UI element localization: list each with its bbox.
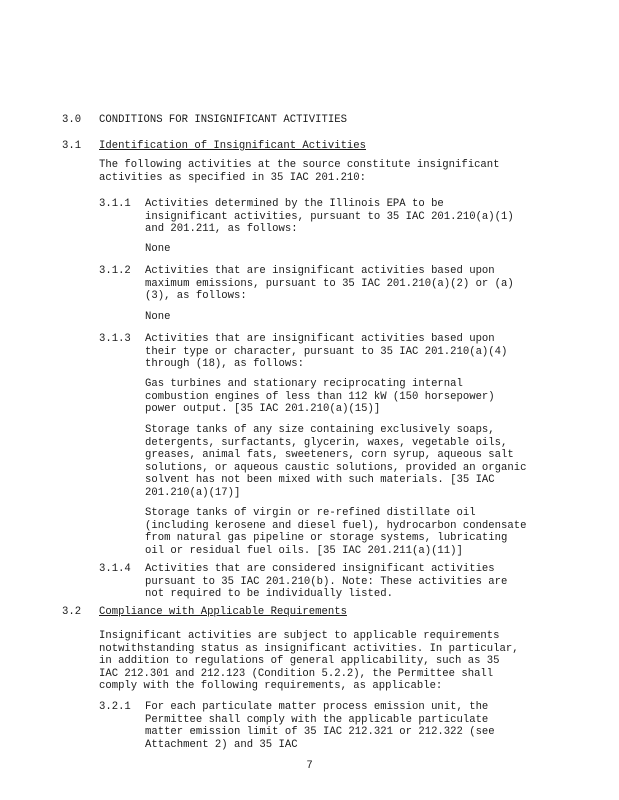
item-text: Activities that are insignificant activities based upon maximum emissions, pursuant to 35 IAC 201.210(a)(2) or (a)(3), as follows: [145,265,514,303]
subsection-title: Compliance with Applicable Requirements [99,606,347,618]
item-none: None [145,243,171,255]
subsection-number: 3.1 [62,140,82,152]
item-number: 3.1.2 [99,265,131,277]
sub-paragraph: Storage tanks of any size containing exclusively soaps, detergents, surfactants, glycerin, waxes, vegetable oils, greases, animal fats, sweeteners, corn syrup, aqueous salt solutions, or aqueous caustic solutions, provided an organic solvent has not been mixed with such materials. [35 IAC 201.210(a)(17)] [145,424,527,499]
item-number: 3.2.1 [99,701,131,713]
subsection-intro: Insignificant activities are subject to applicable requirements notwithstanding status as insignificant activities. In particular, in addition to regulations of general applicability, such as 35 IAC 212.301 and 212.123 (Condition 5.2.2), the Permittee shall comply with the following requirements, as applicable: [99,630,519,693]
item-text: Activities determined by the Illinois EPA to be insignificant activities, pursuant to 35 IAC 201.210(a)(1) and 201.211, as follows: [145,198,514,236]
subsection-title: Identification of Insignificant Activities [99,140,367,152]
section-title: CONDITIONS FOR INSIGNIFICANT ACTIVITIES [99,114,347,126]
subsection-number: 3.2 [62,606,82,618]
page-number: 7 [306,760,313,772]
item-text: Activities that are considered insignificant activities pursuant to 35 IAC 201.210(b). Note: These activities are not required to be individually listed. [145,563,508,601]
sub-paragraph: Gas turbines and stationary reciprocating internal combustion engines of less than 112 kW (150 horsepower) power output. [35 IAC 201.210(a)(15)] [145,378,495,416]
item-number: 3.1.4 [99,563,131,575]
item-text: For each particulate matter process emission unit, the Permittee shall comply with the applicable particulate matter emission limit of 35 IAC 212.321 or 212.322 (see Attachment 2) and 35 IAC [145,701,495,751]
section-number: 3.0 [62,114,82,126]
item-none: None [145,311,171,323]
item-number: 3.1.1 [99,198,131,210]
sub-paragraph: Storage tanks of virgin or re-refined distillate oil (including kerosene and diesel fuel), hydrocarbon condensate from natural gas pipeline or storage systems, lubricating oil or residual fuel oils. [35 IAC 201.211(a)(11)] [145,507,527,557]
item-number: 3.1.3 [99,333,131,345]
subsection-intro: The following activities at the source constitute insignificant activities as specified in 35 IAC 201.210: [99,159,500,184]
item-text: Activities that are insignificant activities based upon their type or character, pursuant to 35 IAC 201.210(a)(4) through (18), as follows: [145,333,508,371]
